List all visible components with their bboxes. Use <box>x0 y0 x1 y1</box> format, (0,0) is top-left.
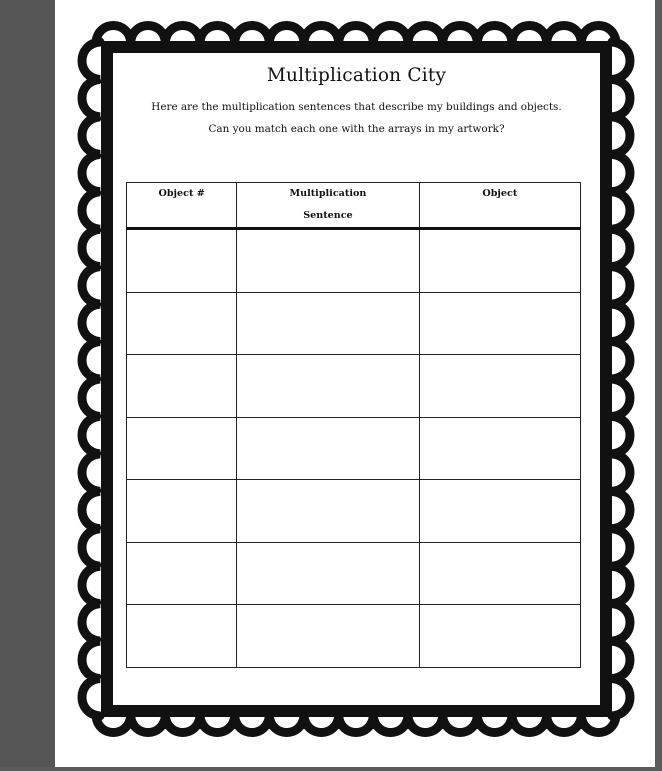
cell-multiplication-sentence[interactable] <box>237 292 419 355</box>
table-row <box>127 229 581 293</box>
cell-multiplication-sentence[interactable] <box>237 542 419 605</box>
worksheet-content <box>114 54 599 704</box>
cell-multiplication-sentence[interactable] <box>237 480 419 543</box>
table-row <box>127 542 581 605</box>
table-row <box>127 292 581 355</box>
header-multiplication-line2: Sentence <box>303 210 353 221</box>
cell-object-number[interactable] <box>127 355 237 418</box>
table-row <box>127 605 581 668</box>
table-row <box>127 480 581 543</box>
table-row <box>127 417 581 480</box>
page-title: Multiplication City <box>266 65 447 86</box>
cell-object[interactable] <box>419 229 580 293</box>
cell-object-number[interactable] <box>127 417 237 480</box>
cell-object-number[interactable] <box>127 229 237 293</box>
header-object-number: Object # <box>127 183 237 229</box>
cell-multiplication-sentence[interactable] <box>237 605 419 668</box>
cell-object-number[interactable] <box>127 292 237 355</box>
cell-object[interactable] <box>419 417 580 480</box>
header-multiplication-sentence <box>237 183 419 229</box>
header-object: Object <box>419 183 580 229</box>
cell-object-number[interactable] <box>127 480 237 543</box>
cell-object[interactable] <box>419 355 580 418</box>
instruction-line-2: Can you match each one with the arrays in my artwork? <box>208 123 505 135</box>
cell-object[interactable] <box>419 542 580 605</box>
cell-multiplication-sentence[interactable] <box>237 355 419 418</box>
cell-object[interactable] <box>419 605 580 668</box>
cell-object-number[interactable] <box>127 605 237 668</box>
instruction-line-1: Here are the multiplication sentences that describe my buildings and objects. <box>151 101 562 113</box>
cell-object-number[interactable] <box>127 542 237 605</box>
header-multiplication-line1: Multiplication <box>289 188 367 199</box>
cell-multiplication-sentence[interactable] <box>237 417 419 480</box>
table-row <box>127 355 581 418</box>
cell-object[interactable] <box>419 480 580 543</box>
cell-object[interactable] <box>419 292 580 355</box>
matching-table <box>126 182 581 668</box>
cell-multiplication-sentence[interactable] <box>237 229 419 293</box>
table-header-row <box>127 183 581 229</box>
